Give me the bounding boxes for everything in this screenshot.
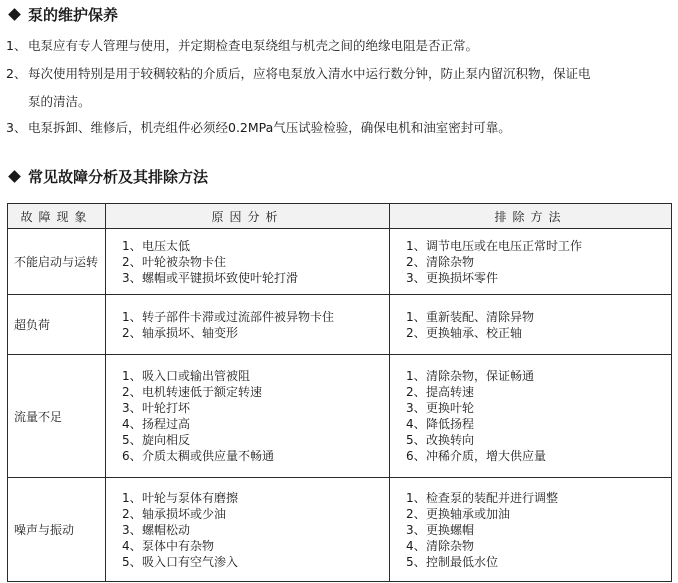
maintenance-title: 泵的维护保养 (28, 6, 119, 24)
maintenance-heading (6, 4, 118, 25)
remedy-item: 4、清除杂物 (406, 538, 475, 553)
table-row (8, 229, 672, 295)
cause-item: 4、扬程过高 (122, 417, 191, 431)
cause-item: 4、泵体中有杂物 (122, 538, 215, 553)
fault-symptom: 不能启动与运转 (8, 229, 106, 295)
remedy-item: 2、提高转速 (406, 385, 475, 399)
cause-item: 1、转子部件卡滞或过流部件被异物卡住 (122, 309, 335, 324)
maintenance-item-2: 2、 每次使用特别是用于较稠较粘的介质后，应将电泵放入清水中运行数分钟，防止泵内留沉积物，保证电 泵的清洁。 (6, 66, 591, 109)
remedy-item: 1、清除杂物，保证畅通 (406, 369, 535, 383)
fault-remedies (390, 295, 672, 355)
diamond-bullet-icon (8, 170, 21, 183)
remedy-item: 1、调节电压或在电压正常时工作 (406, 238, 583, 253)
cause-item: 2、轴承损坏、轴变形 (122, 325, 239, 340)
remedy-item: 5、控制最低水位 (406, 554, 499, 569)
remedy-item: 2、更换轴承、校正轴 (406, 325, 523, 340)
fault-causes (106, 355, 390, 478)
diamond-bullet-icon (8, 8, 21, 21)
faults-title: 常见故障分析及其排除方法 (28, 168, 209, 186)
cause-item: 6、介质太稠或供应量不畅通 (122, 449, 275, 463)
remedy-item: 3、更换螺帽 (406, 522, 475, 537)
maintenance-item-3: 3、 电泵拆卸、维修后，机壳组件必须经0.2MPa气压试验检验，确保电机和油室密封可靠。 (6, 120, 511, 135)
remedy-item: 5、改换转向 (406, 433, 475, 447)
cause-item: 2、叶轮被杂物卡住 (122, 254, 227, 269)
fault-remedies (390, 355, 672, 478)
remedy-item: 6、冲稀介质，增大供应量 (406, 449, 547, 463)
table-row (8, 355, 672, 478)
cause-item: 2、电机转速低于额定转速 (122, 385, 263, 399)
remedy-item: 2、更换轴承或加油 (406, 506, 511, 521)
maintenance-item-1: 1、 电泵应有专人管理与使用，并定期检查电泵绕组与机壳之间的绝缘电阻是否正常。 (6, 38, 479, 53)
fault-remedies (390, 229, 672, 295)
fault-remedies (390, 478, 672, 582)
cause-item: 1、叶轮与泵体有磨擦 (122, 490, 239, 505)
table-row (8, 478, 672, 582)
header-remedy: 排除方法 (390, 204, 672, 229)
fault-symptom: 超负荷 (8, 295, 106, 355)
table-row (8, 295, 672, 355)
fault-table (7, 203, 672, 582)
fault-causes (106, 478, 390, 582)
cause-item: 1、电压太低 (122, 238, 191, 253)
remedy-item: 1、检查泵的装配并进行调整 (406, 490, 559, 505)
remedy-item: 4、降低扬程 (406, 417, 475, 431)
cause-item: 3、螺帽或平键损坏致使叶轮打滑 (122, 270, 299, 285)
remedy-item: 2、清除杂物 (406, 254, 475, 269)
fault-symptom: 噪声与振动 (8, 478, 106, 582)
cause-item: 1、吸入口或输出管被阻 (122, 369, 251, 383)
table-header-row (8, 204, 672, 229)
header-symptom: 故障现象 (8, 204, 106, 229)
remedy-item: 1、重新装配、清除异物 (406, 309, 535, 324)
header-cause: 原因分析 (106, 204, 390, 229)
cause-item: 3、螺帽松动 (122, 522, 191, 537)
faults-heading (6, 166, 208, 187)
remedy-item: 3、更换叶轮 (406, 401, 475, 415)
fault-causes (106, 295, 390, 355)
fault-symptom: 流量不足 (8, 355, 106, 478)
cause-item: 5、吸入口有空气渗入 (122, 554, 239, 569)
cause-item: 2、轴承损坏或少油 (122, 506, 227, 521)
remedy-item: 3、更换损坏零件 (406, 270, 499, 285)
cause-item: 5、旋向相反 (122, 433, 191, 447)
fault-causes (106, 229, 390, 295)
cause-item: 3、叶轮打坏 (122, 401, 191, 415)
